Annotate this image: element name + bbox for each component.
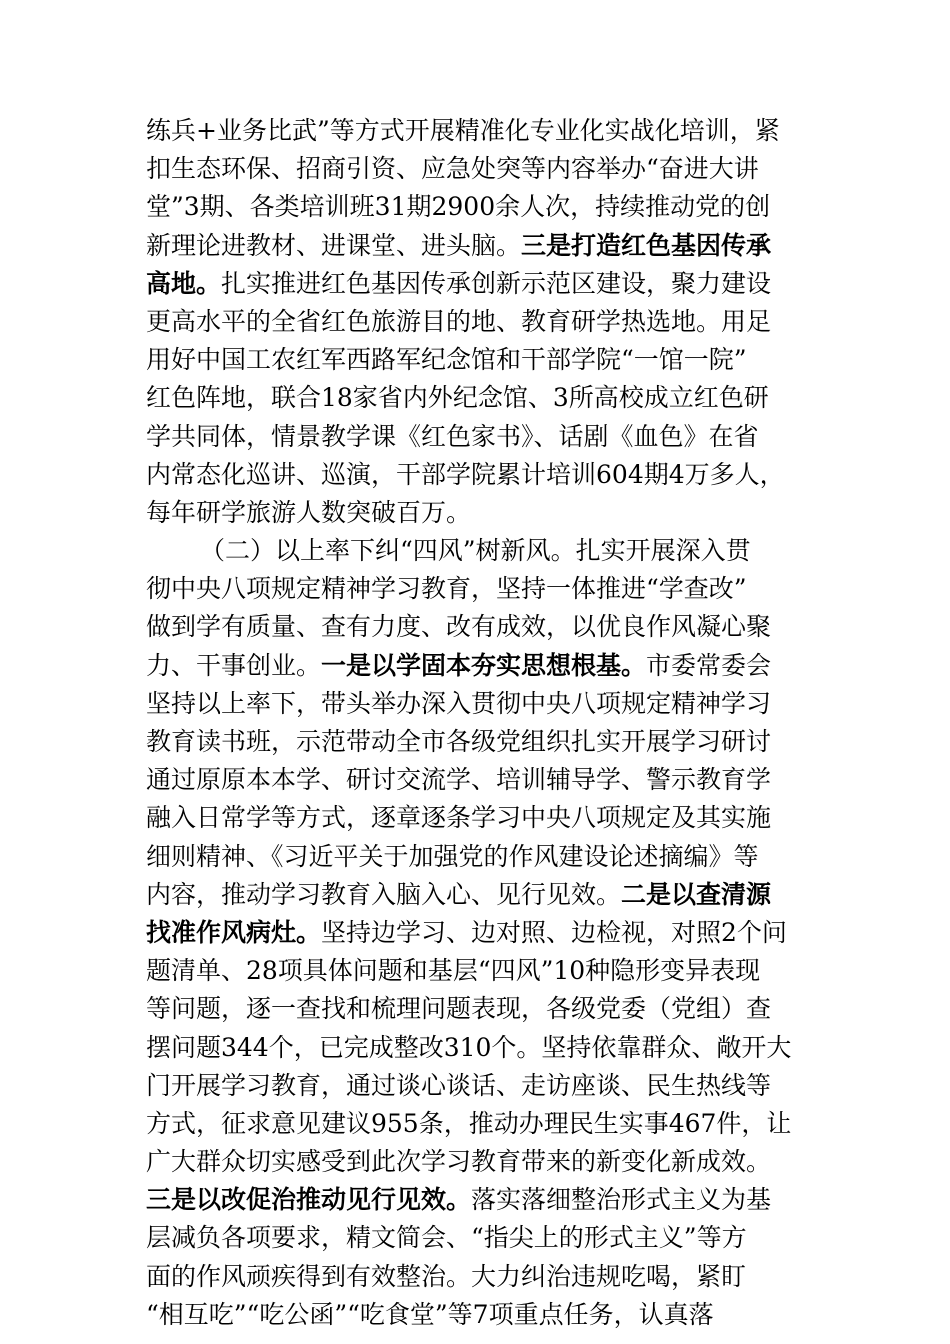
text-line: 坚持以上率下，带头举办深入贯彻中央八项规定精神学习 (146, 688, 772, 718)
text-line: 层减负各项要求，精文简会、“指尖上的形式主义”等方 (146, 1223, 747, 1253)
text-line: “相互吃”“吃公函”“吃食堂”等7项重点任务，认真落 (146, 1299, 714, 1329)
text-line: 广大群众切实感受到此次学习教育带来的新变化新成效。 (146, 1147, 772, 1177)
text-line: 学共同体，情景教学课《红色家书》、话剧《血色》在省 (146, 421, 759, 451)
body-text (146, 112, 806, 1334)
text-line: 细则精神、《习近平关于加强党的作风建设论述摘编》等 (146, 841, 759, 871)
bold-heading: 三是打造红色基因传承 (521, 230, 772, 260)
text-line: 门开展学习教育，通过谈心谈话、走访座谈、民生热线等 (146, 1070, 772, 1100)
bold-heading: 找准作风病灶。 (146, 917, 322, 947)
text-line: 扣生态环保、招商引资、应急处突等内容举办“奋进大讲 (146, 154, 759, 184)
bold-heading: 二是以查清源 (621, 879, 772, 909)
text-line: 教育读书班，示范带动全市各级党组织扎实开展学习研讨 (146, 727, 772, 756)
text-line: 面的作风顽疾得到有效整治。大力纠治违规吃喝，紧盯 (146, 1261, 747, 1291)
text-line: 摆问题344个，已完成整改310个。坚持依靠群众、敞开大 (146, 1032, 792, 1062)
text-line: 内容，推动学习教育入脑入心、见行见效。二是以查清源 (146, 879, 772, 909)
text-line: 做到学有质量、查有力度、改有成效，以优良作风凝心聚 (146, 612, 772, 642)
text-line: 更高水平的全省红色旅游目的地、教育研学热选地。用足 (146, 306, 772, 336)
text-line: 每年研学旅游人数突破百万。 (146, 497, 472, 527)
bold-heading: 一是以学固本夯实思想根基。 (321, 650, 647, 680)
text-line: 红色阵地，联合18家省内外纪念馆、3所高校成立红色研 (146, 383, 769, 413)
text-line: 三是以改促治推动见行见效。落实落细整治形式主义为基 (146, 1185, 772, 1215)
text-line: （二）以上率下纠“四风”树新风。扎实开展深入贯 (200, 536, 751, 566)
text-line: 等问题，逐一查找和梳理问题表现，各级党委（党组）查 (146, 994, 772, 1024)
text-line: 堂”3期、各类培训班31期2900余人次，持续推动党的创 (146, 192, 771, 222)
bold-heading: 三是以改促治推动见行见效。 (146, 1185, 472, 1215)
text-line: 练兵+业务比武”等方式开展精准化专业化实战化培训，紧 (146, 116, 780, 145)
text-line: 内常态化巡讲、巡演，干部学院累计培训604期4万多人， (146, 459, 785, 489)
text-line: 用好中国工农红军西路军纪念馆和干部学院“一馆一院” (146, 345, 747, 375)
text-line: 融入日常学等方式，逐章逐条学习中央八项规定及其实施 (146, 803, 772, 833)
text-line: 题清单、28项具体问题和基层“四风”10种隐形变异表现 (146, 956, 761, 986)
text-line: 通过原原本本学、研讨交流学、培训辅导学、警示教育学 (146, 765, 772, 795)
text-line: 彻中央八项规定精神学习教育，坚持一体推进“学查改” (146, 574, 747, 604)
text-line: 高地。扎实推进红色基因传承创新示范区建设，聚力建设 (146, 268, 772, 298)
text-line: 力、干事创业。一是以学固本夯实思想根基。市委常委会 (146, 650, 772, 680)
text-line: 找准作风病灶。坚持边学习、边对照、边检视，对照2个问 (146, 917, 787, 947)
text-line: 方式，征求意见建议955条，推动办理民生实事467件，让 (146, 1108, 792, 1138)
bold-heading: 高地。 (146, 268, 222, 298)
text-line: 新理论进教材、进课堂、进头脑。三是打造红色基因传承 (146, 230, 772, 260)
